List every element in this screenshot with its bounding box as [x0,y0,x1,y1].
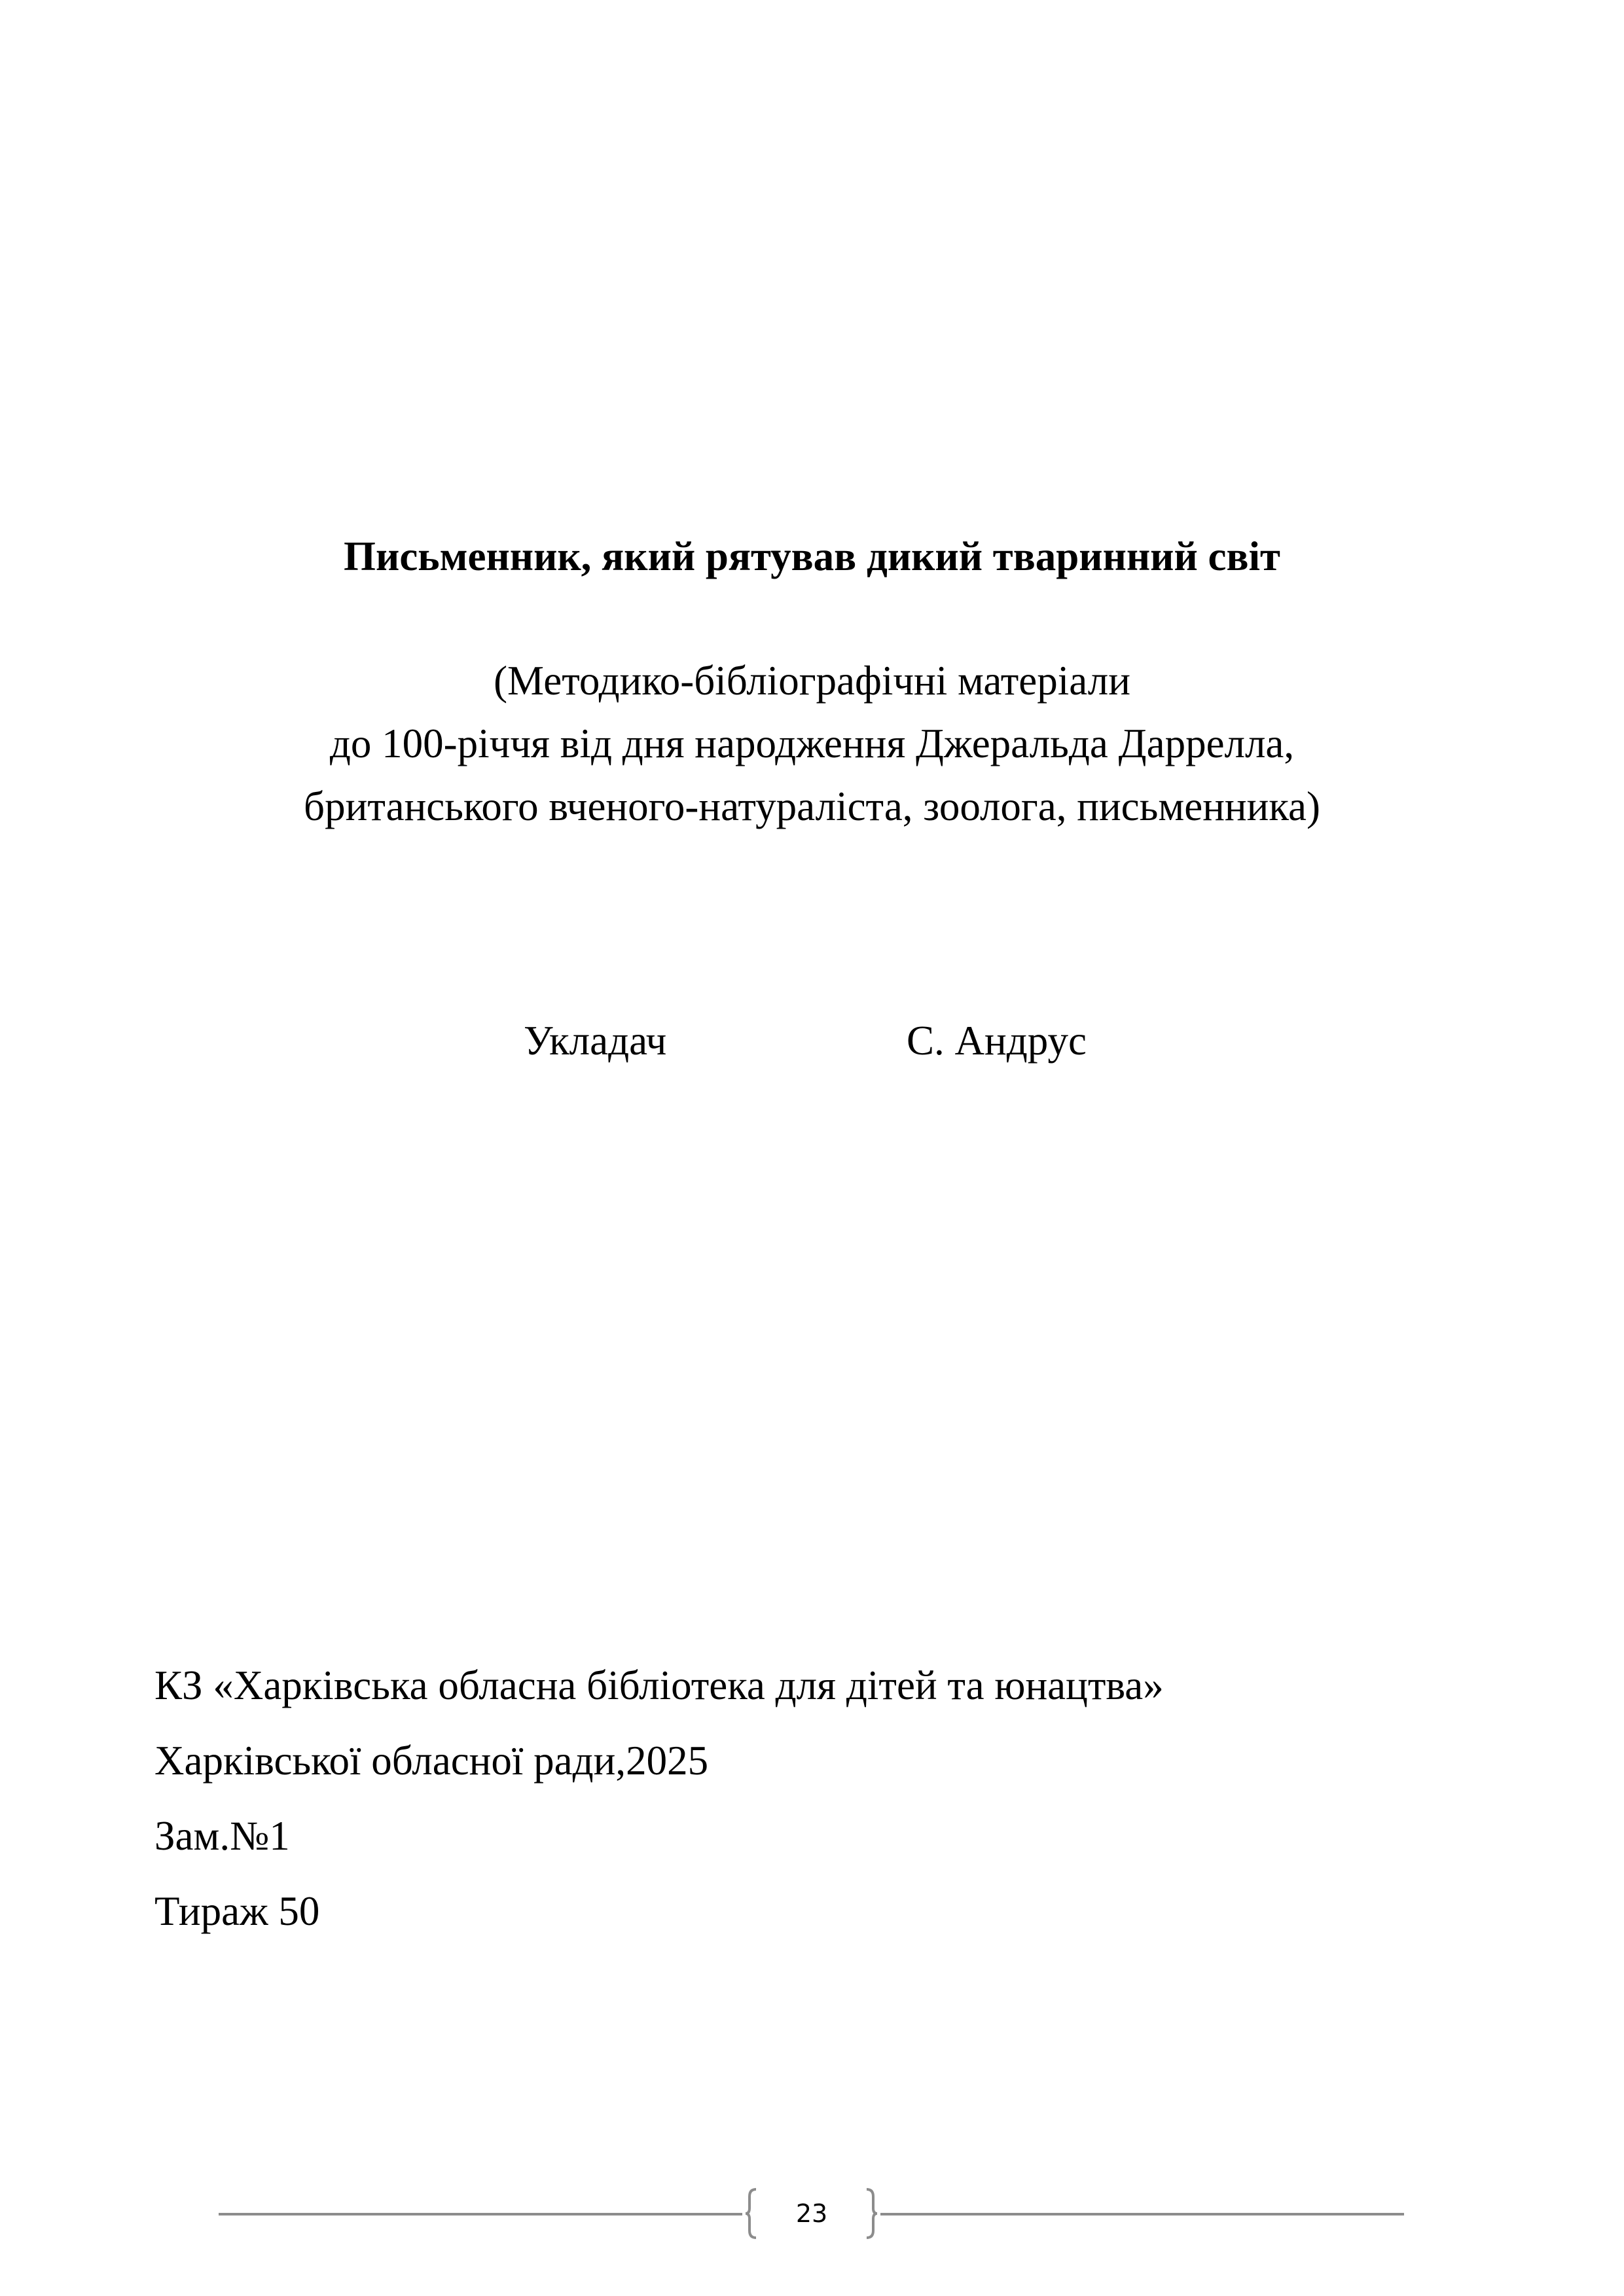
imprint-publisher: КЗ «Харківська обласна бібліотека для дітей та юнацтва» [154,1662,1164,1708]
compiler-name: С. Андрус [907,1018,1087,1064]
imprint-order-number: Зам.№1 [154,1813,290,1859]
imprint-block [154,1648,1164,1949]
imprint-council-year: Харківської обласної ради,2025 [154,1738,709,1784]
subtitle-line: британського вченого-натураліста, зоолога, письменника) [304,783,1320,829]
footer-rule-right [880,2213,1404,2215]
right-brace-icon [864,2187,880,2240]
footer-rule-left [219,2213,742,2215]
page-number: 23 [795,2199,828,2228]
imprint-print-run: Тираж 50 [154,1888,320,1934]
document-subtitle [0,649,1624,838]
page-footer [0,2181,1624,2246]
compiler-label: Укладач [524,1018,667,1064]
subtitle-line: до 100-річчя від дня народження Джеральда Даррелла, [329,721,1295,766]
document-title: Письменник, який рятував дикий тваринний світ [344,533,1280,579]
left-brace-icon [743,2187,759,2240]
subtitle-line: (Методико-бібліографічні матеріали [494,658,1130,704]
